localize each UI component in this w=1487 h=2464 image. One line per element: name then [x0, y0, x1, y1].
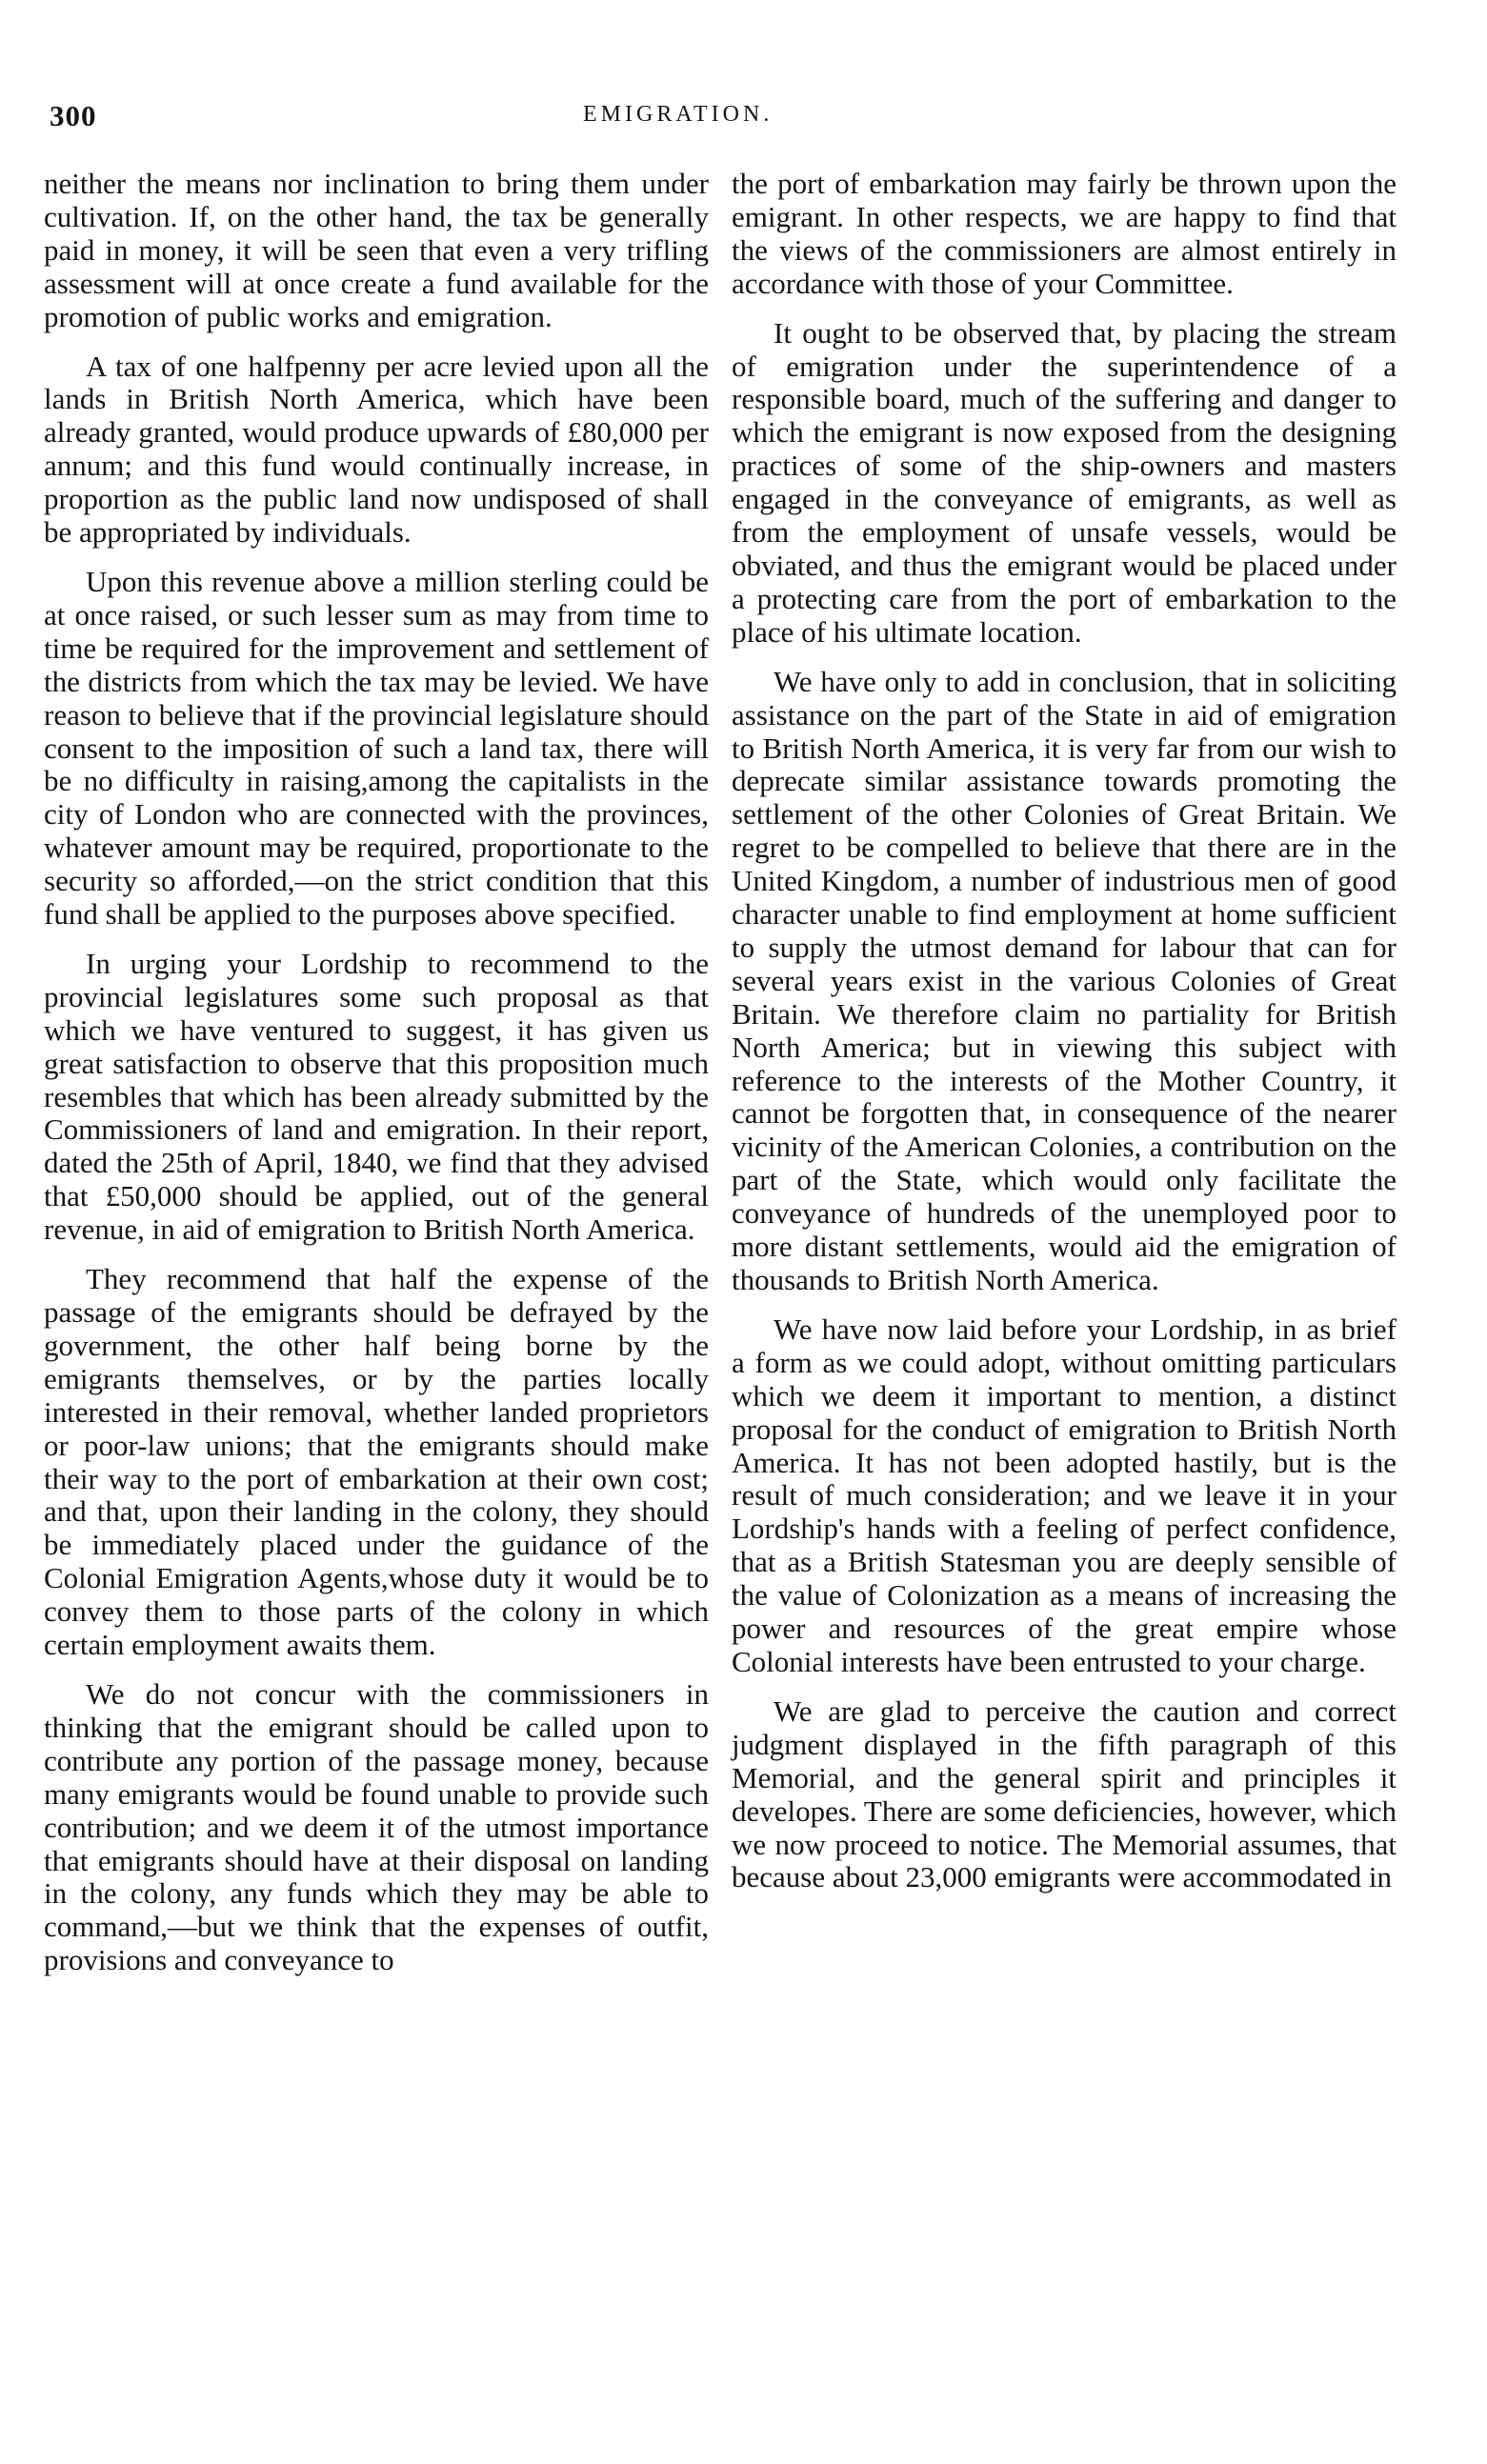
paragraph: We have only to add in conclusion, that in soliciting assistance on the part of the State in aid of emigration to British North America, it is very far from our wish to deprecate similar assistance towards promoting the settlement of the other Colonies of Great Britain. We regret to be compelled to believe that there are in the United Kingdom, a number of industrious men of good character unable to find employment at home sufficient to supply the utmost demand for labour that can for several years exist in the various Colonies of Great Britain. We therefore claim no partiality for British North America; but in viewing this subject with reference to the interests of the Mother Country, it cannot be forgotten that, in consequence of the nearer vicinity of the American Colonies, a contribution on the part of the State, which would only facilitate the conveyance of hundreds of the unemployed poor to more distant settlements, would aid the emigration of thousands to British North America. — [732, 664, 1397, 1296]
paragraph: We are glad to perceive the caution and correct judgment displayed in the fifth paragraph of this Memorial, and the general spirit and principles it developes. There are some deficiencies, however, which we now proceed to notice. The Memorial assumes, that because about 23,000 emigrants were accommodated in — [732, 1693, 1397, 1894]
left-column — [44, 168, 709, 1993]
paragraph: In urging your Lordship to recommend to the provincial legislatures some such proposal as that which we have ventured to suggest, it has given us great satisfaction to observe that this proposition much resembles that which has been already submitted by the Commissioners of land and emigration. In their report, dated the 25th of April, 1840, we find that they advised that £50,000 should be applied, out of the general revenue, in aid of emigration to British North America. — [44, 946, 709, 1247]
page-number: 300 — [50, 99, 97, 132]
paragraph: We have now laid before your Lordship, in as brief a form as we could adopt, without omitting particulars which we deem it important to mention, a distinct proposal for the conduct of emigration to British North America. It has not been adopted hastily, but is the result of much consideration; and we leave it in your Lordship's hands with a feeling of perfect confidence, that as a British Statesman you are deeply sensible of the value of Colonization as a means of increasing the power and resources of the great empire whose Colonial interests have been entrusted to your charge. — [732, 1312, 1397, 1678]
running-head: EMIGRATION. — [583, 102, 774, 127]
paragraph: It ought to be observed that, by placing the stream of emigration under the superintendence of a responsible board, much of the suffering and danger to which the emigrant is now exposed from the designing practices of some of the ship-owners and masters engaged in the conveyance of emigrants, as well as from the employment of unsafe vessels, would be obviated, and thus the emigrant would be placed under a protecting care from the port of embarkation to the place of his ultimate location. — [732, 315, 1397, 649]
paragraph: A tax of one halfpenny per acre levied upon all the lands in British North America, which have been already granted, would produce upwards of £80,000 per annum; and this fund would continually increase, in proportion as the public land now undisposed of shall be appropriated by individuals. — [44, 349, 709, 550]
right-column — [732, 168, 1397, 1911]
paragraph: the port of embarkation may fairly be thrown upon the emigrant. In other respects, we are happy to find that the views of the commissioners are almost entirely in accordance with those of your Committee. — [732, 167, 1397, 300]
paragraph: They recommend that half the expense of the passage of the emigrants should be defrayed by the government, the other half being borne by the emigrants themselves, or by the parties locally interested in their removal, whether landed proprietors or poor-law unions; that the emigrants should make their way to the port of embarkation at their own cost; and that, upon their landing in the colony, they should be immediately placed under the guidance of the Colonial Emigration Agents,whose duty it would be to convey them to those parts of the colony in which certain employment awaits them. — [44, 1262, 709, 1662]
paragraph: neither the means nor inclination to bring them under cultivation. If, on the other hand, the tax be generally paid in money, it will be seen that even a very trifling assessment will at once create a fund available for the promotion of public works and emigration. — [44, 167, 709, 333]
paragraph: Upon this revenue above a million sterling could be at once raised, or such lesser sum as may from time to time be required for the improvement and settlement of the districts from which the tax may be levied. We have reason to believe that if the provincial legislature should consent to the imposition of such a land tax, there will be no difficulty in raising,among the capitalists in the city of London who are connected with the provinces, whatever amount may be required, proportionate to the security so afforded,—on the strict condition that this fund shall be applied to the purposes above specified. — [44, 564, 709, 932]
page-header — [50, 99, 1402, 143]
paragraph: We do not concur with the commissioners in thinking that the emigrant should be called upon to contribute any portion of the passage money, because many emigrants would be found unable to provide such contribution; and we deem it of the utmost importance that emigrants should have at their disposal on landing in the colony, any funds which they may be able to command,—but we think that the expenses of outfit, provisions and conveyance to — [44, 1676, 709, 1977]
